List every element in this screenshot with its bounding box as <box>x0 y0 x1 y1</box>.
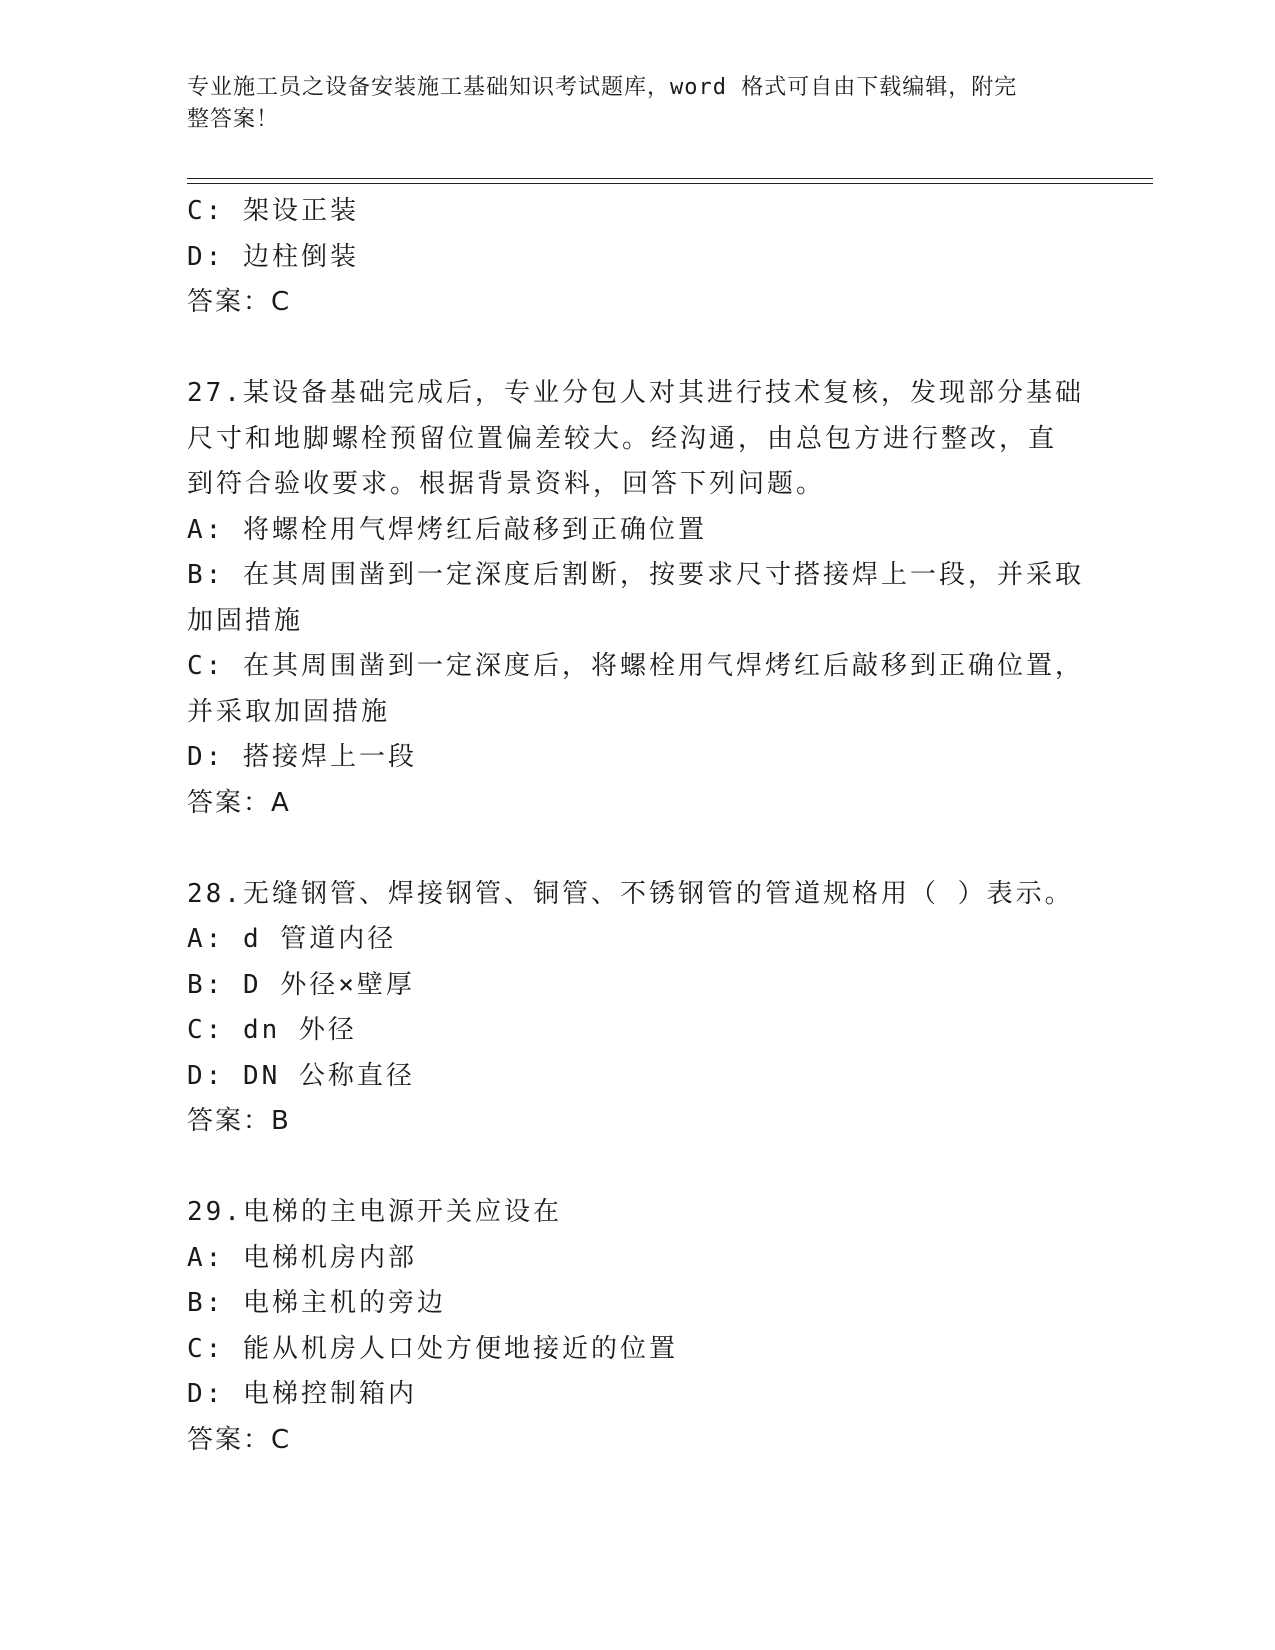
q29-stem: 29.电梯的主电源开关应设在 <box>187 1197 562 1227</box>
question-28 <box>187 872 1087 1145</box>
header-rule-top <box>187 178 1153 179</box>
header-title-line-2: 整答案！ <box>187 107 280 132</box>
q28-option-a: A: d 管道内径 <box>187 924 397 954</box>
question-27 <box>187 371 1087 826</box>
header-title-line-1: 专业施工员之设备安装施工基础知识考试题库，word 格式可自由下载编辑，附完 <box>187 75 1018 100</box>
spacer <box>187 1145 1087 1191</box>
q27-option-c-line-2: 并采取加固措施 <box>187 696 391 727</box>
q28-option-c: C: dn 外径 <box>187 1015 357 1045</box>
q29-option-d: D: 电梯控制箱内 <box>187 1379 417 1409</box>
spacer <box>187 326 1087 372</box>
q27-stem-line-2: 尺寸和地脚螺栓预留位置偏差较大。经沟通，由总包方进行整改，直 <box>187 423 1058 454</box>
q29-option-c: C: 能从机房人口处方便地接近的位置 <box>187 1333 678 1364</box>
q26-option-c: C: 架设正装 <box>187 196 359 226</box>
question-26 <box>187 189 1087 326</box>
q27-stem-line-1: 27.某设备基础完成后，专业分包人对其进行技术复核，发现部分基础 <box>187 378 1084 408</box>
q27-option-a: A: 将螺栓用气焊烤红后敲移到正确位置 <box>187 514 707 545</box>
q27-option-c-line-1: C: 在其周围凿到一定深度后，将螺栓用气焊烤红后敲移到正确位置， <box>187 651 1084 681</box>
q27-answer: 答案：A <box>187 787 291 818</box>
q28-option-d: D: DN 公称直径 <box>187 1060 415 1091</box>
document-header <box>187 72 1067 136</box>
question-list <box>187 189 1087 1463</box>
q27-stem-line-3: 到符合验收要求。根据背景资料，回答下列问题。 <box>187 469 826 499</box>
q28-stem: 28.无缝钢管、焊接钢管、铜管、不锈钢管的管道规格用（ ）表示。 <box>187 878 1074 909</box>
q29-answer: 答案：C <box>187 1424 292 1455</box>
q29-option-b: B: 电梯主机的旁边 <box>187 1288 446 1318</box>
header-rule-bottom <box>187 183 1153 184</box>
q27-option-d: D: 搭接焊上一段 <box>187 742 417 772</box>
q28-answer: 答案：B <box>187 1106 291 1136</box>
spacer <box>187 826 1087 872</box>
q29-option-a: A: 电梯机房内部 <box>187 1242 417 1273</box>
q27-option-b-line-1: B: 在其周围凿到一定深度后割断，按要求尺寸搭接焊上一段，并采取 <box>187 560 1084 590</box>
q28-option-b: B: D 外径×壁厚 <box>187 969 415 1000</box>
q26-answer: 答案：C <box>187 287 292 317</box>
question-29 <box>187 1190 1087 1463</box>
q27-option-b-line-2: 加固措施 <box>187 605 304 636</box>
q26-option-d: D: 边柱倒装 <box>187 241 359 272</box>
